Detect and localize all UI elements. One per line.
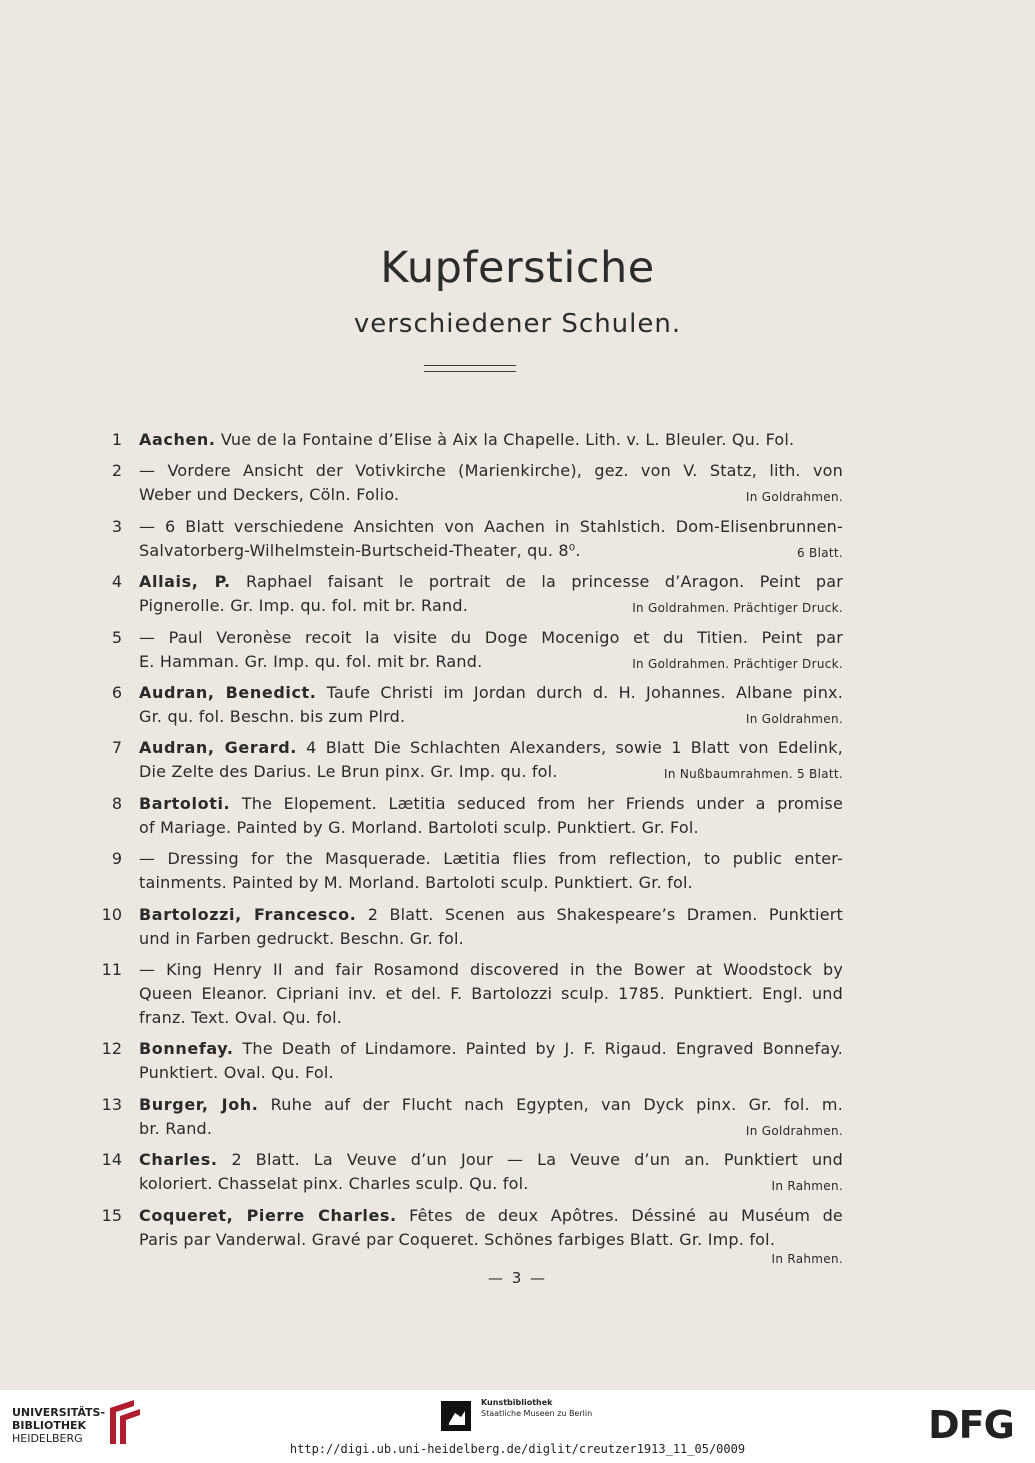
artist-name: Audran, Benedict. bbox=[139, 683, 317, 702]
entry-text-line bbox=[139, 792, 843, 816]
entry-note: In Goldrahmen. Prächtiger Druck. bbox=[632, 601, 843, 616]
entry-description: — King Henry II and fair Rosamond discovered in the Bower at Woodstock by bbox=[139, 960, 843, 979]
title-divider bbox=[424, 365, 516, 366]
entry-text-line bbox=[139, 1204, 843, 1228]
entry-number: 12 bbox=[101, 1039, 122, 1059]
page-number: — 3 — bbox=[487, 1269, 548, 1287]
entry-text-line bbox=[139, 982, 843, 1006]
entry-text-line bbox=[139, 816, 843, 840]
entry-text-line bbox=[139, 1006, 843, 1030]
entry-note: In Goldrahmen. bbox=[745, 712, 843, 726]
entry-description: Paris par Vanderwal. Gravé par Coqueret. Schönes farbiges Blatt. Gr. Imp. fol. bbox=[139, 1229, 776, 1249]
entry-description: E. Hamman. Gr. Imp. qu. fol. mit br. Rand. bbox=[139, 651, 483, 671]
entry-note: In Rahmen. bbox=[771, 1179, 843, 1194]
entry-number: 3 bbox=[111, 516, 122, 536]
entry-description: koloriert. Chasselat pinx. Charles sculp. Qu. fol. bbox=[139, 1174, 529, 1194]
entry-description: br. Rand. bbox=[139, 1118, 213, 1138]
entry-text-line bbox=[139, 871, 843, 895]
artist-name: Burger, Joh. bbox=[139, 1094, 259, 1114]
entry-number: 8 bbox=[111, 793, 122, 813]
university-line-3: HEIDELBERG bbox=[12, 1432, 83, 1445]
entry-text-line bbox=[139, 570, 843, 594]
entry-description: Punktiert. Oval. Qu. Fol. bbox=[139, 1063, 334, 1083]
entry-description: franz. Text. Oval. Qu. fol. bbox=[139, 1008, 343, 1027]
entry-text-line bbox=[139, 958, 843, 982]
entry-number: 4 bbox=[111, 572, 122, 592]
entry-number: 15 bbox=[101, 1205, 122, 1225]
entry-number: 13 bbox=[101, 1094, 122, 1114]
entry-note: In Goldrahmen. bbox=[745, 1123, 843, 1138]
artist-name: Bartolozzi, Francesco. bbox=[139, 904, 357, 924]
entry-text-line bbox=[139, 428, 843, 452]
entry-description: und in Farben gedruckt. Beschn. Gr. fol. bbox=[139, 928, 464, 948]
entry-note: In Rahmen. bbox=[771, 1251, 843, 1266]
kunstbibliothek-org: Staatliche Museen zu Berlin bbox=[481, 1409, 593, 1418]
artist-name: Coqueret, Pierre Charles. bbox=[139, 1205, 397, 1225]
entry-number: 6 bbox=[111, 683, 122, 702]
entry-description: — Paul Veronèse recoit la visite du Doge Mocenigo et du Titien. Peint par bbox=[139, 627, 843, 647]
entry-description: Gr. qu. fol. Beschn. bis zum Plrd. bbox=[139, 707, 406, 726]
artist-name: Bartoloti. bbox=[139, 793, 231, 813]
entry-text-line bbox=[139, 736, 843, 760]
entry-text-line bbox=[139, 1172, 843, 1196]
dfg-logo-text: DFG bbox=[928, 1404, 1014, 1444]
entry-number: 10 bbox=[101, 904, 122, 924]
entry-text-line bbox=[139, 1117, 843, 1141]
entry-text-line bbox=[139, 681, 843, 705]
entry-note: 6 Blatt. bbox=[797, 545, 843, 560]
entry-description: Salvatorberg-Wilhelmstein-Burtscheid-Theater, qu. 8⁰. bbox=[139, 540, 581, 560]
university-library-logo-icon bbox=[104, 1398, 144, 1448]
entry-text-line bbox=[139, 459, 843, 483]
entry-description: Fêtes de deux Apôtres. Déssiné au Muséum de bbox=[396, 1205, 843, 1225]
university-line-1: UNIVERSITÄTS- bbox=[12, 1406, 106, 1419]
kunstbibliothek-name: Kunstbibliothek bbox=[481, 1398, 553, 1407]
entry-number: 2 bbox=[111, 461, 122, 481]
dfg-logo bbox=[919, 1404, 1023, 1444]
artist-name: Allais, P. bbox=[139, 572, 231, 592]
entry-text-line bbox=[139, 1093, 843, 1117]
entry-description: — Vordere Ansicht der Votivkirche (Marienkirche), gez. von V. Statz, lith. von bbox=[139, 461, 843, 481]
entry-text-line bbox=[139, 1228, 843, 1252]
entry-description: Vue de la Fontaine d’Elise à Aix la Chapelle. Lith. v. L. Bleuler. Qu. Fol. bbox=[215, 430, 795, 449]
kunstbibliothek-logo-icon bbox=[441, 1401, 471, 1431]
entry-note: In Goldrahmen. Prächtiger Druck. bbox=[632, 656, 843, 671]
entry-note: In Goldrahmen. bbox=[745, 490, 843, 505]
entry-text-line bbox=[139, 1037, 843, 1061]
entry-text-line bbox=[139, 927, 843, 951]
page-title: Kupferstiche bbox=[380, 243, 655, 293]
university-library-logo-text bbox=[12, 1406, 105, 1445]
entry-number: 14 bbox=[101, 1150, 122, 1170]
source-url[interactable]: http://digi.ub.uni-heidelberg.de/diglit/creutzer1913_11_05/0009 bbox=[289, 1442, 746, 1456]
entry-number: 9 bbox=[111, 849, 122, 869]
page-subtitle: verschiedener Schulen. bbox=[353, 309, 682, 339]
entry-description: — Dressing for the Masquerade. Lætitia flies from reflection, to public enter- bbox=[139, 849, 843, 869]
entry-text-line bbox=[139, 1148, 843, 1172]
university-line-2: BIBLIOTHEK bbox=[12, 1419, 87, 1432]
entry-description: — 6 Blatt verschiedene Ansichten von Aachen in Stahlstich. Dom-Elisenbrunnen- bbox=[139, 516, 843, 536]
entry-description: The Death of Lindamore. Painted by J. F. Rigaud. Engraved Bonnefay. bbox=[233, 1039, 843, 1059]
entry-description: Weber und Deckers, Cöln. Folio. bbox=[139, 485, 400, 505]
entry-description: tainments. Painted by M. Morland. Bartoloti sculp. Punktiert. Gr. fol. bbox=[139, 873, 693, 893]
artist-name: Charles. bbox=[139, 1150, 218, 1170]
entry-text-line bbox=[139, 539, 843, 563]
entry-text-line bbox=[139, 705, 843, 729]
artist-name: Bonnefay. bbox=[139, 1039, 234, 1059]
title-divider bbox=[424, 371, 516, 372]
entry-description: 4 Blatt Die Schlachten Alexanders, sowie 1 Blatt von Edelink, bbox=[296, 738, 844, 758]
entry-description: 2 Blatt. La Veuve d’un Jour — La Veuve d’un an. Punktiert und bbox=[217, 1150, 843, 1170]
entry-description: Pignerolle. Gr. Imp. qu. fol. mit br. Rand. bbox=[139, 596, 469, 616]
entry-description: The Elopement. Lætitia seduced from her Friends under a promise bbox=[230, 793, 843, 813]
kunstbibliothek-label bbox=[481, 1397, 592, 1419]
entry-text-line bbox=[139, 1061, 843, 1085]
entry-text-line bbox=[139, 903, 843, 927]
entry-number: 7 bbox=[111, 738, 122, 758]
entry-number: 5 bbox=[111, 627, 122, 647]
artist-name: Aachen. bbox=[139, 430, 216, 449]
entry-description: Raphael faisant le portrait de la princesse d’Aragon. Peint par bbox=[230, 572, 843, 592]
entry-description: Ruhe auf der Flucht nach Egypten, van Dyck pinx. Gr. fol. m. bbox=[258, 1094, 843, 1114]
entry-text-line bbox=[139, 515, 843, 539]
footer-bar bbox=[0, 1390, 1035, 1463]
entry-description: Taufe Christi im Jordan durch d. H. Johannes. Albane pinx. bbox=[316, 683, 843, 702]
entry-text-line bbox=[139, 483, 843, 507]
entry-number: 11 bbox=[101, 960, 122, 979]
entry-number: 1 bbox=[111, 430, 122, 449]
entry-text-line bbox=[139, 626, 843, 650]
entry-description: Queen Eleanor. Cipriani inv. et del. F. Bartolozzi sculp. 1785. Punktiert. Engl. und bbox=[139, 984, 843, 1003]
entry-description: Die Zelte des Darius. Le Brun pinx. Gr. Imp. qu. fol. bbox=[139, 762, 558, 782]
artist-name: Audran, Gerard. bbox=[139, 738, 297, 758]
entry-description: 2 Blatt. Scenen aus Shakespeare’s Dramen. Punktiert bbox=[356, 904, 843, 924]
entry-description: of Mariage. Painted by G. Morland. Bartoloti sculp. Punktiert. Gr. Fol. bbox=[139, 817, 699, 837]
entry-text-line bbox=[139, 847, 843, 871]
entry-note: In Nußbaumrahmen. 5 Blatt. bbox=[664, 767, 843, 782]
